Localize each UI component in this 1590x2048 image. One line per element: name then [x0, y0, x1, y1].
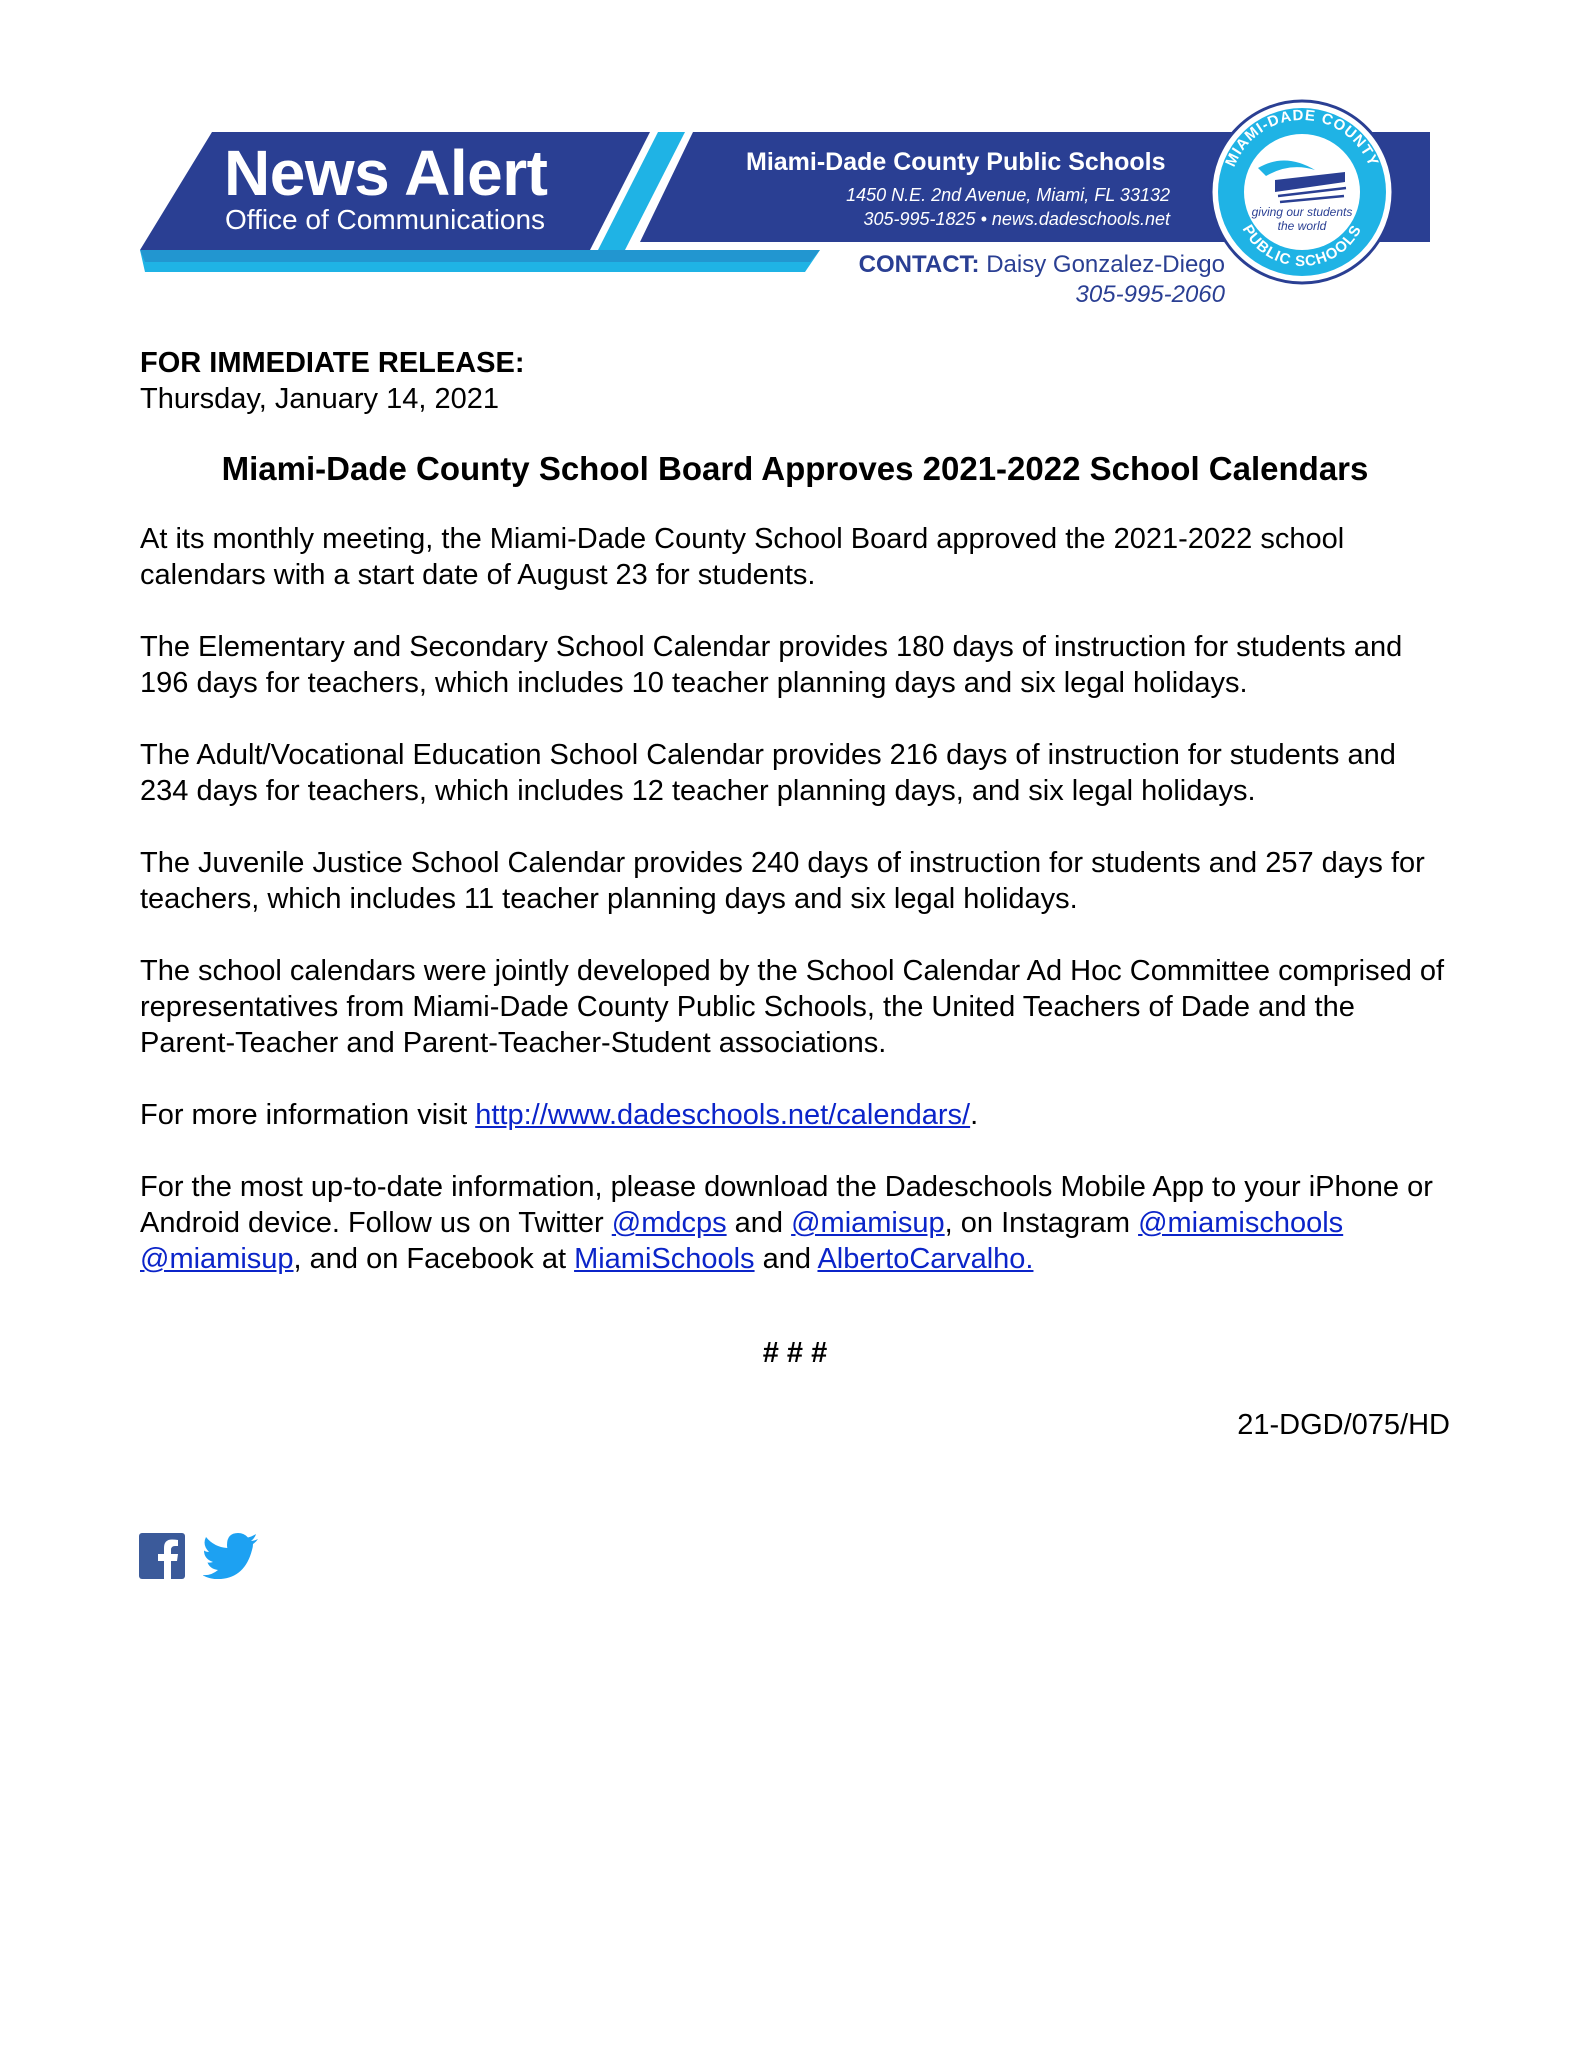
logo-tagline-2: the world: [1277, 219, 1327, 233]
press-release-body: [140, 345, 1450, 1443]
app-info-instagram-text: , on Instagram: [944, 1207, 1139, 1239]
paragraph-more-info: [140, 1097, 1450, 1133]
paragraph-committee: The school calendars were jointly developed by the School Calendar Ad Hoc Committee comprised of representatives from Miami-Dade County Public Schools, the United Teachers of Dade and the Parent-Teacher and Parent-Teacher-Student associations.: [140, 955, 1445, 1059]
app-info-text: For the most up-to-date information, please download the Dadeschools Mobile App to your iPhone or Android device. Follow us on Twitter: [140, 1171, 1433, 1239]
facebook-miamischools-link[interactable]: MiamiSchools: [574, 1243, 755, 1275]
release-date: Thursday, January 14, 2021: [140, 383, 499, 415]
instagram-miamischools-link[interactable]: @miamischools: [1138, 1207, 1344, 1239]
paragraph-app-social: [140, 1169, 1450, 1277]
paragraph-juvenile-justice: The Juvenile Justice School Calendar provides 240 days of instruction for students and 257 days for teachers, which includes 11 teacher planning days and six legal holidays.: [140, 847, 1425, 915]
more-info-text: For more information visit: [140, 1099, 476, 1131]
social-icons: [139, 1533, 273, 1579]
more-info-suffix: .: [970, 1099, 979, 1131]
org-phone-web: 305-995-1825 • news.dadeschools.net: [863, 209, 1170, 229]
paragraph-elementary-secondary: The Elementary and Secondary School Calendar provides 180 days of instruction for students and 196 days for teachers, which includes 10 teacher planning days and six legal holidays.: [140, 631, 1403, 699]
twitter-mdcps-link[interactable]: @mdcps: [611, 1207, 727, 1239]
contact-name: Daisy Gonzalez-Diego: [986, 251, 1225, 278]
headline: Miami-Dade County School Board Approves 2021-2022 School Calendars: [221, 450, 1369, 487]
contact-line: [859, 251, 1225, 279]
app-info-facebook-text: , and on Facebook at: [293, 1243, 575, 1275]
news-alert-title: News Alert: [224, 137, 548, 209]
release-label: FOR IMMEDIATE RELEASE:: [140, 347, 525, 379]
office-subtitle: Office of Communications: [225, 204, 546, 235]
app-info-and-2: and: [754, 1243, 818, 1275]
facebook-icon[interactable]: [139, 1533, 185, 1584]
svg-text:MIAMI-DADE COUNTY: [1222, 107, 1382, 169]
org-address: 1450 N.E. 2nd Avenue, Miami, FL 33132: [846, 185, 1170, 205]
end-marks: # # #: [762, 1337, 828, 1369]
logo-bottom-text: PUBLIC SCHOOLS: [1238, 221, 1366, 271]
document-id: 21-DGD/075/HD: [1237, 1409, 1450, 1441]
contact-phone: 305-995-2060: [1075, 281, 1225, 308]
instagram-miamisup-link[interactable]: @miamisup: [140, 1243, 294, 1275]
org-name: Miami-Dade County Public Schools: [746, 148, 1166, 176]
paragraph-approval: At its monthly meeting, the Miami-Dade County School Board approved the 2021-2022 school calendars with a start date of August 23 for students.: [140, 523, 1345, 591]
news-alert-banner: [0, 0, 1590, 320]
app-info-and-1: and: [726, 1207, 792, 1239]
facebook-carvalho-link[interactable]: AlbertoCarvalho.: [817, 1243, 1034, 1275]
calendars-link[interactable]: http://www.dadeschools.net/calendars/: [475, 1099, 971, 1131]
logo-top-text: MIAMI-DADE COUNTY: [1222, 106, 1382, 170]
contact-label: CONTACT:: [858, 251, 980, 278]
logo-tagline-1: giving our students: [1251, 205, 1353, 219]
twitter-miamisup-link[interactable]: @miamisup: [791, 1207, 945, 1239]
paragraph-adult-vocational: The Adult/Vocational Education School Calendar provides 216 days of instruction for students and 234 days for teachers, which includes 12 teacher planning days, and six legal holidays.: [140, 739, 1396, 807]
twitter-icon[interactable]: [203, 1533, 259, 1584]
